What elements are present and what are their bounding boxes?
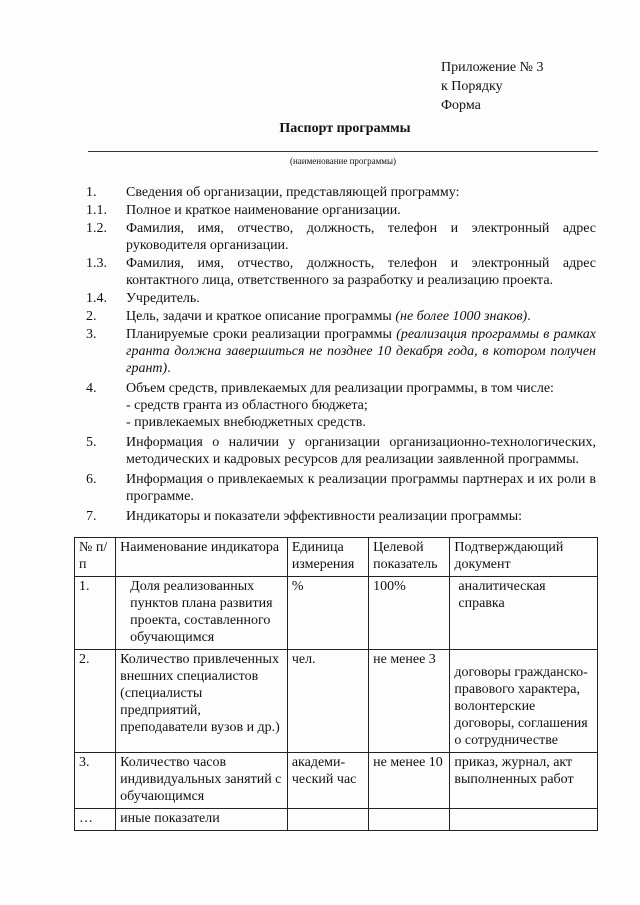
item-number: 1.4. [86, 291, 107, 306]
item-punct: . [527, 309, 531, 324]
item-text: Фамилия, имя, отчество, должность, телефон и электронный адрес руководителя организации. [126, 221, 596, 253]
item-punct: . [167, 361, 171, 376]
item-3 [86, 326, 596, 377]
item-6 [86, 471, 596, 505]
item-text: Информация о привлекаемых к реализации программы партнерах и их роли в программе. [126, 472, 596, 504]
item-1-4 [86, 290, 596, 307]
program-name-caption: (наименование программы) [289, 156, 397, 166]
item-7 [86, 508, 596, 525]
table-row [75, 577, 598, 650]
item-text: Индикаторы и показатели эффективности реализации программы: [126, 509, 523, 524]
annex-line-2: к Порядку [441, 79, 503, 94]
cell-target: не менее 3 [369, 650, 450, 753]
annex-line-3: Форма [441, 98, 481, 113]
item-number: 1. [86, 185, 97, 200]
cell-unit: академи-ческий час [287, 753, 368, 809]
item-main-text: Планируемые сроки реализации программы [126, 327, 392, 342]
item-1-1 [86, 202, 596, 219]
item-text: Полное и краткое наименование организации. [126, 203, 401, 218]
item-2 [86, 308, 596, 325]
item-1-3 [86, 255, 596, 289]
item-number: 4. [86, 381, 97, 396]
cell-number: 3. [75, 753, 116, 809]
cell-number: 2. [75, 650, 116, 753]
item-main-text: Объем средств, привлекаемых для реализации программы, в том числе: [126, 381, 554, 396]
table-row [75, 753, 598, 809]
table-row [75, 809, 598, 831]
cell-document: договоры гражданско-правового характера, волонтерские договоры, соглашения о сотрудничестве [450, 650, 598, 753]
cell-unit: чел. [287, 650, 368, 753]
cell-number: … [75, 809, 116, 831]
item-text [126, 380, 596, 431]
header-number: № п/п [75, 538, 116, 577]
cell-document: аналитическая справка [450, 577, 598, 650]
cell-unit: % [287, 577, 368, 650]
item-text: Сведения об организации, представляющей программу: [126, 185, 460, 200]
annex-line-1: Приложение № 3 [441, 60, 544, 75]
cell-document: приказ, журнал, акт выполненных работ [450, 753, 598, 809]
item-number: 2. [86, 309, 97, 324]
item-1-2 [86, 220, 596, 254]
item-note: (реализация программы в рамках гранта должна завершиться не позднее 10 декабря года, в котором получен грант) [126, 327, 596, 376]
document-title: Паспорт программы [279, 121, 411, 136]
table-row [75, 650, 598, 753]
header-unit: Единица измерения [287, 538, 368, 577]
header-target: Целевой показатель [369, 538, 450, 577]
program-name-line [88, 151, 598, 152]
header-indicator-name: Наименование индикатора [116, 538, 288, 577]
cell-unit [287, 809, 368, 831]
cell-document [450, 809, 598, 831]
cell-indicator: Доля реализованных пунктов плана развития проекта, составленного обучающимся [116, 577, 288, 650]
item-note: (не более 1000 знаков) [395, 309, 528, 324]
item-sub-1: - средств гранта из областного бюджета; [126, 398, 368, 413]
item-number: 1.3. [86, 256, 107, 271]
item-text: Учредитель. [126, 291, 200, 306]
annex-header [441, 58, 544, 115]
item-main-text: Цель, задачи и краткое описание программы [126, 309, 392, 324]
cell-target: не менее 10 [369, 753, 450, 809]
item-4 [86, 380, 596, 431]
cell-indicator: Количество привлеченных внешних специалистов (специалисты предприятий, преподаватели вузов и др.) [116, 650, 288, 753]
item-text [126, 326, 596, 377]
item-number: 1.1. [86, 203, 107, 218]
cell-indicator: Количество часов индивидуальных занятий с обучающимся [116, 753, 288, 809]
item-number: 7. [86, 509, 97, 524]
item-text: Информация о наличии у организации организационно-технологических, методических и кадровых ресурсов для реализации заявленной программы. [126, 435, 596, 467]
item-text: Фамилия, имя, отчество, должность, телефон и электронный адрес контактного лица, ответственного за разработку и реализацию проекта. [126, 256, 596, 288]
header-document: Подтверждающий документ [450, 538, 598, 577]
passport-items [86, 184, 596, 526]
cell-target [369, 809, 450, 831]
item-number: 3. [86, 327, 97, 342]
item-number: 1.2. [86, 221, 107, 236]
table-header-row [75, 538, 598, 577]
indicators-table [74, 537, 598, 831]
item-5 [86, 434, 596, 468]
item-text [126, 308, 596, 325]
cell-number: 1. [75, 577, 116, 650]
item-number: 6. [86, 472, 97, 487]
cell-target: 100% [369, 577, 450, 650]
item-1 [86, 184, 596, 201]
item-number: 5. [86, 435, 97, 450]
cell-indicator: иные показатели [116, 809, 288, 831]
item-sub-2: - привлекаемых внебюджетных средств. [126, 415, 366, 430]
